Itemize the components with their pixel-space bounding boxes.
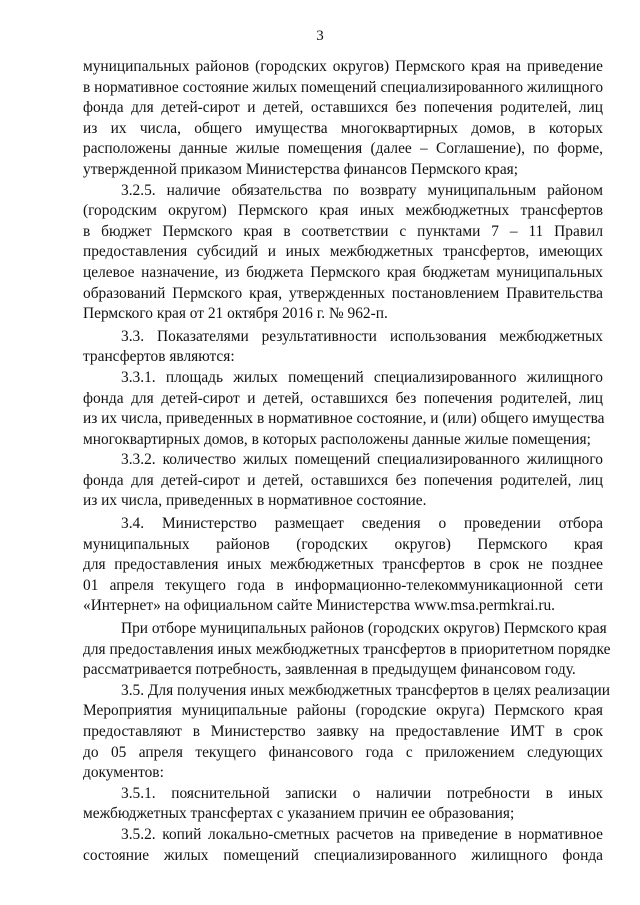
text-line: в бюджет Пермского края в соответствии с пунктами 7 – 11 Правил bbox=[83, 222, 603, 240]
page-number: 3 bbox=[316, 28, 324, 44]
text-line: (городским округом) Пермского края иных межбюджетных трансфертов bbox=[83, 202, 603, 220]
text-line: для предоставления иных межбюджетных трансфертов в приоритетном порядке bbox=[83, 640, 611, 658]
paragraph-3-4: 3.4. Министерство размещает сведения о проведении отбора bbox=[121, 515, 603, 533]
paragraph-3-3: 3.3. Показателями результативности использования межбюджетных bbox=[121, 327, 603, 345]
text-line: предоставления субсидий и иных межбюджетных трансфертов, имеющих bbox=[83, 243, 603, 261]
text-line: в нормативное состояние жилых помещений специализированного жилищного bbox=[83, 78, 604, 96]
text-line: образований Пермского края, утвержденных постановлением Правительства bbox=[83, 284, 603, 302]
text-line: целевое назначение, из бюджета Пермского края бюджетам муниципальных bbox=[83, 263, 603, 281]
text-line: документов: bbox=[83, 764, 164, 782]
text-line: до 05 апреля текущего финансового года с приложением следующих bbox=[83, 743, 603, 761]
text-line: межбюджетных трансфертах с указанием причин ее образования; bbox=[83, 805, 515, 823]
text-line: утвержденной приказом Министерства финансов Пермского края; bbox=[83, 160, 519, 178]
text-line: Пермского края от 21 октября 2016 г. № 962-п. bbox=[83, 305, 388, 323]
text-line: фонда для детей-сирот и детей, оставшихся без попечения родителей, лиц bbox=[83, 389, 603, 407]
text-line: рассматривается потребность, заявленная в предыдущем финансовом году. bbox=[83, 661, 576, 679]
text-line: фонда для детей-сирот и детей, оставшихся без попечения родителей, лиц bbox=[83, 99, 603, 117]
paragraph-3-5: 3.5. Для получения иных межбюджетных трансфертов в целях реализации bbox=[121, 681, 610, 699]
text-line: из их числа, общего имущества многоквартирных домов, в которых bbox=[83, 119, 603, 137]
paragraph-3-5-1: 3.5.1. пояснительной записки о наличии потребности в иных bbox=[121, 784, 603, 802]
text-line: предоставляют в Министерство заявку на предоставление ИМТ в срок bbox=[83, 723, 603, 740]
text-line: расположены данные жилые помещения (далее – Соглашение), по форме, bbox=[83, 140, 603, 158]
text-line: Мероприятия муниципальные районы (городские округа) Пермского края bbox=[83, 702, 603, 720]
text-line: состояние жилых помещений специализированного жилищного фонда bbox=[83, 846, 603, 864]
text-line: трансфертов являются: bbox=[83, 348, 235, 366]
paragraph-3-5-2: 3.5.2. копий локально-сметных расчетов на приведение в нормативное bbox=[121, 825, 603, 843]
paragraph-3-3-2: 3.3.2. количество жилых помещений специализированного жилищного bbox=[121, 451, 603, 469]
paragraph-selection: При отборе муниципальных районов (городских округов) Пермского края bbox=[121, 620, 607, 638]
text-line: 01 апреля текущего года в информационно-телекоммуникационной сети bbox=[83, 576, 603, 594]
text-line: из их числа, приведенных в нормативное состояние. bbox=[83, 492, 427, 510]
text-line: муниципальных районов (городских округов) Пермского края bbox=[83, 535, 603, 553]
text-line: муниципальных районов (городских округов) Пермского края на приведение bbox=[83, 58, 603, 75]
website-line: «Интернет» на официальном сайте Министерства www.msa.permkrai.ru. bbox=[83, 597, 555, 615]
text-line: для предоставления иных межбюджетных трансфертов в срок не позднее bbox=[83, 556, 603, 574]
paragraph-3-2-5: 3.2.5. наличие обязательства по возврату муниципальным районом bbox=[121, 181, 603, 199]
document-body bbox=[83, 57, 611, 866]
text-line: из их числа, приведенных в нормативное состояние, и (или) общего имущества bbox=[83, 410, 605, 428]
text-line: многоквартирных домов, в которых расположены данные жилые помещения; bbox=[83, 430, 591, 448]
paragraph-3-3-1: 3.3.1. площадь жилых помещений специализированного жилищного bbox=[121, 368, 603, 386]
text-line: фонда для детей-сирот и детей, оставшихся без попечения родителей, лиц bbox=[83, 471, 603, 489]
